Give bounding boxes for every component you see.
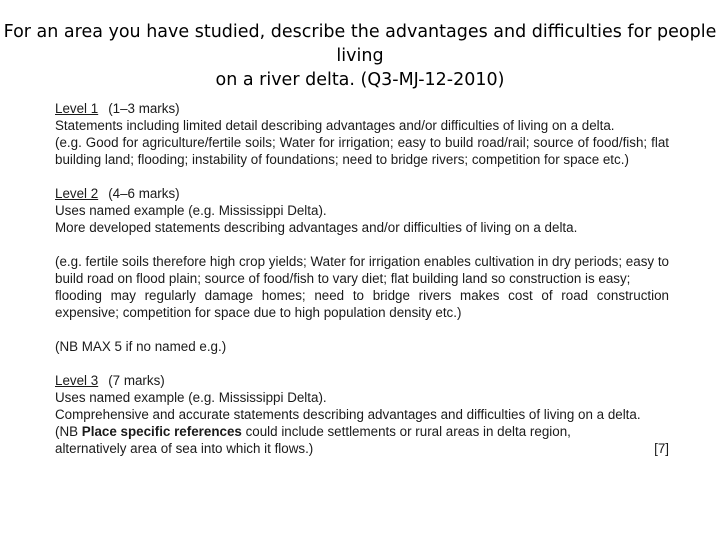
level-1-label: Level 1 [55,101,99,116]
mark-scheme [55,100,669,457]
level-3-example-line: Uses named example (e.g. Mississippi Delta). [55,390,327,405]
level-1-statement: Statements including limited detail describing advantages and/or difficulties of living on a delta. [55,118,615,133]
level-3-nb-rest: could include settlements or rural areas in delta region, [245,424,571,439]
level-1-examples: (e.g. Good for agriculture/fertile soils; Water for irrigation; easy to build road/rail; source of food/fish; flat building land; flooding; instability of foundations; need to bridge rivers; competition for space etc.) [55,135,669,167]
level-3-last-text: alternatively area of sea into which it flows.) [55,441,314,456]
level-3-nb [55,423,669,440]
level-3-nb-prefix: (NB [55,424,79,439]
level-2-label: Level 2 [55,186,99,201]
level-2-examples-b: flooding may regularly damage homes; need to bridge rivers makes cost of road construction expensive; competition for space due to high population density etc.) [55,288,669,320]
level-2-examples-a: (e.g. fertile soils therefore high crop yields; Water for irrigation enables cultivation in dry periods; easy to build road on flood plain; source of food/fish to vary diet; flat building land so construction is easy; [55,254,669,286]
page-title [0,20,720,92]
level-2-heading [55,185,669,202]
level-1-heading [55,100,669,117]
title-line-1: For an area you have studied, describe the advantages and difficulties for people living [3,22,717,66]
level-2-marks: (4–6 marks) [108,186,180,201]
level-2-nb: (NB MAX 5 if no named e.g.) [55,339,227,354]
level-3-heading [55,372,669,389]
title-line-2: on a river delta. (Q3-MJ-12-2010) [215,70,505,90]
level-3-statement: Comprehensive and accurate statements describing advantages and difficulties of living on a delta. [55,407,641,422]
level-2-example-line: Uses named example (e.g. Mississippi Delta). [55,203,327,218]
level-3-marks: (7 marks) [108,373,165,388]
level-3-last-line [55,440,669,457]
level-2-statement: More developed statements describing advantages and/or difficulties of living on a delta. [55,220,578,235]
level-3-label: Level 3 [55,373,99,388]
level-3-nb-bold: Place specific references [81,424,242,439]
total-marks: [7] [654,441,669,456]
level-1-marks: (1–3 marks) [108,101,180,116]
